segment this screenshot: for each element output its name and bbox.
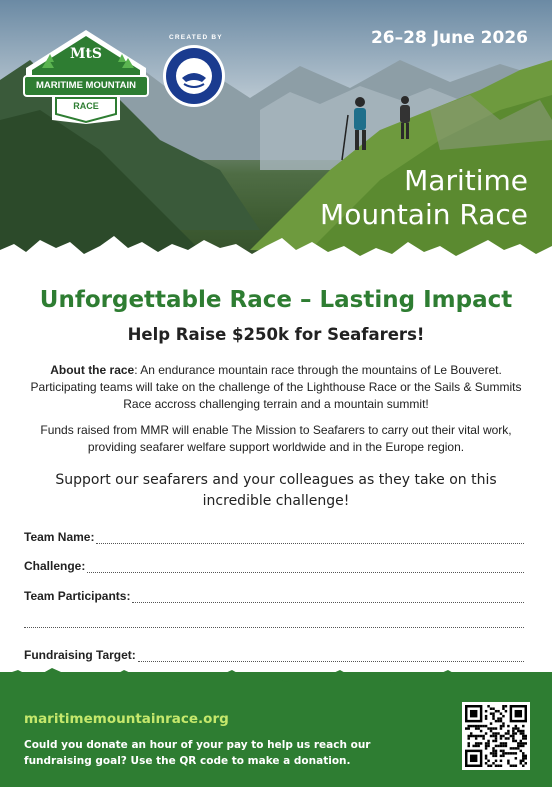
qr-module <box>517 745 519 747</box>
qr-module <box>492 740 494 742</box>
qr-module <box>502 745 504 747</box>
qr-module <box>495 750 497 752</box>
qr-module <box>512 747 514 749</box>
qr-module <box>495 735 497 737</box>
qr-module <box>497 732 499 734</box>
qr-module <box>502 725 504 727</box>
qr-module <box>490 707 492 709</box>
qr-module <box>520 740 522 742</box>
qr-module <box>505 752 507 754</box>
qr-module <box>487 727 489 729</box>
qr-module <box>500 737 502 739</box>
qr-module <box>500 717 502 719</box>
qr-module <box>500 755 502 757</box>
qr-code[interactable] <box>462 702 530 770</box>
qr-module <box>522 757 524 759</box>
qr-module <box>485 725 487 727</box>
event-date: 26–28 June 2026 <box>370 28 528 48</box>
qr-module <box>517 742 519 744</box>
qr-module <box>487 742 489 744</box>
qr-module <box>515 765 517 767</box>
qr-module <box>522 725 524 727</box>
qr-module <box>502 715 504 717</box>
challenge-field[interactable] <box>24 559 524 573</box>
qr-module <box>470 725 472 727</box>
qr-module <box>492 755 494 757</box>
qr-module <box>492 732 494 734</box>
qr-module <box>490 712 492 714</box>
qr-module <box>477 742 479 744</box>
funds-paragraph: Funds raised from MMR will enable The Mission to Seafarers to carry out their vital work, providing seafarer welfare support worldwide and in the Europe region. <box>40 423 512 454</box>
qr-module <box>500 735 502 737</box>
qr-module <box>507 732 509 734</box>
qr-module <box>517 727 519 729</box>
qr-module <box>510 747 512 749</box>
qr-module <box>485 745 487 747</box>
mmr-logo-initials: MtS <box>69 46 103 62</box>
qr-module <box>480 742 482 744</box>
qr-module <box>490 722 492 724</box>
qr-module <box>485 710 487 712</box>
hero-title <box>320 164 528 232</box>
qr-module <box>512 735 514 737</box>
mmr-logo-sub: RACE <box>73 101 99 111</box>
qr-module <box>465 727 467 729</box>
qr-module <box>502 755 504 757</box>
qr-module <box>492 712 494 714</box>
qr-module <box>485 742 487 744</box>
qr-module <box>522 732 524 734</box>
qr-module <box>520 742 522 744</box>
qr-module <box>510 752 512 754</box>
qr-module <box>525 742 527 744</box>
qr-module <box>467 727 469 729</box>
qr-module <box>475 725 477 727</box>
qr-module <box>495 745 497 747</box>
qr-module <box>492 715 494 717</box>
qr-module <box>510 735 512 737</box>
qr-module <box>512 752 514 754</box>
qr-module <box>515 747 517 749</box>
qr-module <box>502 705 504 707</box>
qr-module <box>495 727 497 729</box>
qr-module <box>472 725 474 727</box>
qr-module <box>475 735 477 737</box>
footer-torn-edge <box>0 660 552 690</box>
qr-module <box>495 755 497 757</box>
qr-module <box>525 762 527 764</box>
qr-module <box>470 732 472 734</box>
qr-module <box>507 752 509 754</box>
qr-module <box>475 742 477 744</box>
qr-module <box>497 720 499 722</box>
qr-module <box>522 737 524 739</box>
qr-module <box>467 735 469 737</box>
qr-module <box>495 732 497 734</box>
subheadline: Help Raise $250k for Seafarers! <box>127 325 425 344</box>
qr-module <box>467 742 469 744</box>
qr-module <box>495 752 497 754</box>
qr-module <box>520 760 522 762</box>
qr-module <box>482 737 484 739</box>
qr-module <box>492 707 494 709</box>
qr-module <box>487 740 489 742</box>
qr-module <box>500 765 502 767</box>
qr-module <box>512 740 514 742</box>
qr-module <box>480 735 482 737</box>
qr-module <box>505 745 507 747</box>
qr-module <box>472 735 474 737</box>
qr-module <box>490 752 492 754</box>
team-name-label: Team Name: <box>24 530 95 544</box>
mission-to-seafarers-logo <box>160 32 232 112</box>
qr-module <box>522 730 524 732</box>
qr-module <box>517 747 519 749</box>
qr-module <box>502 707 504 709</box>
qr-module <box>485 755 487 757</box>
qr-module <box>477 735 479 737</box>
hero-title-line1: Maritime <box>404 164 528 197</box>
qr-module <box>475 745 477 747</box>
qr-module <box>487 705 489 707</box>
qr-module <box>485 715 487 717</box>
qr-module <box>502 722 504 724</box>
qr-module <box>485 732 487 734</box>
qr-module <box>522 755 524 757</box>
qr-module <box>507 762 509 764</box>
qr-module <box>490 727 492 729</box>
qr-module <box>477 725 479 727</box>
qr-module <box>482 735 484 737</box>
qr-module <box>507 737 509 739</box>
qr-module <box>492 752 494 754</box>
qr-module <box>477 727 479 729</box>
qr-module <box>512 737 514 739</box>
mmr-logo-name: MARITIME MOUNTAIN <box>35 80 137 91</box>
qr-module <box>497 745 499 747</box>
qr-module <box>467 725 469 727</box>
qr-module <box>515 727 517 729</box>
qr-module <box>520 730 522 732</box>
participants-line-2[interactable] <box>24 618 524 628</box>
qr-module <box>492 727 494 729</box>
qr-module <box>502 752 504 754</box>
challenge-line[interactable] <box>87 563 524 573</box>
qr-module <box>505 710 507 712</box>
qr-module <box>490 765 492 767</box>
qr-module <box>515 740 517 742</box>
qr-module <box>487 765 489 767</box>
qr-module <box>495 760 497 762</box>
qr-module <box>507 730 509 732</box>
qr-module <box>515 752 517 754</box>
qr-module <box>517 730 519 732</box>
qr-module <box>502 742 504 744</box>
qr-module <box>472 745 474 747</box>
qr-module <box>490 735 492 737</box>
qr-module <box>480 725 482 727</box>
qr-module <box>500 742 502 744</box>
qr-module <box>480 730 482 732</box>
team-name-field[interactable] <box>24 530 524 544</box>
participants-label: Team Participants: <box>24 589 131 603</box>
qr-module <box>475 737 477 739</box>
qr-module <box>500 760 502 762</box>
qr-module <box>505 705 507 707</box>
qr-module <box>467 745 469 747</box>
qr-module <box>522 752 524 754</box>
qr-module <box>500 750 502 752</box>
headline: Unforgettable Race – Lasting Impact <box>39 287 513 313</box>
qr-module <box>485 762 487 764</box>
qr-module <box>525 735 527 737</box>
qr-module <box>470 735 472 737</box>
qr-module <box>495 737 497 739</box>
qr-module <box>510 765 512 767</box>
qr-module <box>500 712 502 714</box>
qr-module <box>522 760 524 762</box>
qr-module <box>485 757 487 759</box>
qr-module <box>500 727 502 729</box>
target-label: Fundraising Target: <box>24 648 136 662</box>
qr-module <box>500 720 502 722</box>
participants-line[interactable] <box>132 593 524 603</box>
participants-extra-line[interactable] <box>24 618 524 628</box>
qr-module <box>512 730 514 732</box>
qr-module <box>525 757 527 759</box>
qr-module <box>525 737 527 739</box>
qr-module <box>477 745 479 747</box>
qr-module <box>505 737 507 739</box>
qr-module <box>485 747 487 749</box>
qr-module <box>482 725 484 727</box>
qr-module <box>492 762 494 764</box>
qr-module <box>522 765 524 767</box>
qr-module <box>492 735 494 737</box>
qr-module <box>522 745 524 747</box>
qr-module <box>485 717 487 719</box>
qr-module <box>520 762 522 764</box>
qr-module <box>495 720 497 722</box>
qr-module <box>522 735 524 737</box>
support-text: Support our seafarers and your colleagues as they take on this incredible challenge! <box>55 472 497 509</box>
about-paragraph <box>30 362 522 413</box>
qr-module <box>492 750 494 752</box>
qr-module <box>505 732 507 734</box>
mmr-logo <box>22 28 150 126</box>
qr-module <box>520 745 522 747</box>
qr-module <box>507 760 509 762</box>
qr-module <box>495 765 497 767</box>
qr-module <box>492 717 494 719</box>
donation-cta: Could you donate an hour of your pay to help us reach our fundraising goal? Use the QR code to make a donation. <box>24 739 371 767</box>
qr-module <box>505 742 507 744</box>
challenge-label: Challenge: <box>24 559 86 573</box>
qr-module <box>512 765 514 767</box>
qr-module <box>497 710 499 712</box>
qr-module <box>500 745 502 747</box>
participants-field[interactable] <box>24 589 524 603</box>
created-by-label: CREATED BY <box>169 34 223 41</box>
qr-module <box>515 757 517 759</box>
qr-module <box>502 750 504 752</box>
qr-module <box>487 745 489 747</box>
website-link[interactable]: maritimemountainrace.org <box>24 711 229 727</box>
qr-module <box>467 737 469 739</box>
qr-module <box>515 725 517 727</box>
qr-module <box>497 717 499 719</box>
qr-module <box>520 732 522 734</box>
team-name-line[interactable] <box>96 534 524 544</box>
qr-module <box>512 727 514 729</box>
qr-module <box>507 725 509 727</box>
qr-module <box>525 755 527 757</box>
qr-module <box>502 735 504 737</box>
qr-module <box>520 750 522 752</box>
qr-module <box>495 740 497 742</box>
qr-module <box>497 765 499 767</box>
qr-module <box>490 730 492 732</box>
qr-code-graphic <box>465 705 527 767</box>
hero-title-line2: Mountain Race <box>320 198 528 231</box>
qr-module <box>487 760 489 762</box>
qr-module <box>492 747 494 749</box>
qr-module <box>512 732 514 734</box>
about-text: : An endurance mountain race through the mountains of Le Bouveret. Participating teams will take on the challenge of the Lighthouse Race or the Sails & Summits Race accross challenging terrain and a mountain summit! <box>30 363 522 411</box>
torn-paper-edge <box>0 228 552 288</box>
qr-module <box>522 742 524 744</box>
qr-module <box>500 725 502 727</box>
qr-module <box>515 732 517 734</box>
qr-module <box>475 727 477 729</box>
about-label: About the race <box>50 363 135 377</box>
qr-module <box>495 710 497 712</box>
